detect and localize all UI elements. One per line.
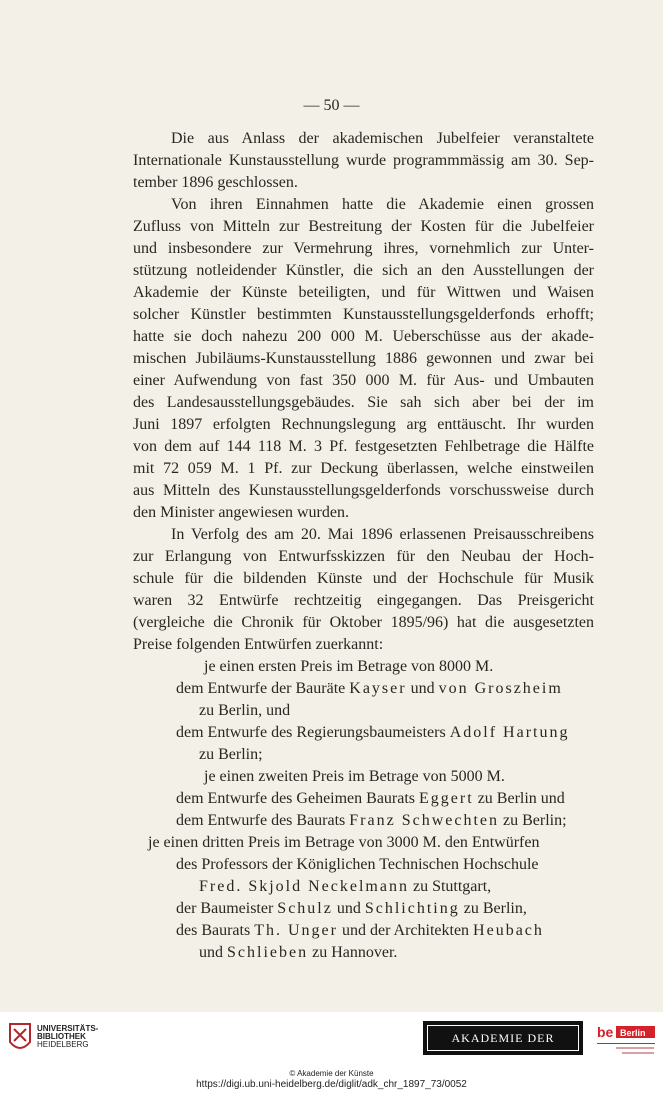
text-line: stützung notleidender Künstler, die sich an den Ausstellungen der — [133, 262, 594, 279]
academy-logo-label: AKADEMIE DER KÜNSTE — [427, 1025, 579, 1051]
text-line: Internationale Kunstausstellung wurde programmmässig am 30. Sep- — [133, 152, 594, 169]
viewer-footer — [0, 1012, 663, 1094]
text-line: von dem auf 144 118 M. 3 Pf. festgesetzten Fehlbetrage die Hälfte — [133, 438, 594, 455]
prize-heading-third: je einen dritten Preis im Betrage von 3000 M. den Entwürfen — [148, 834, 540, 851]
text-line: Akademie der Künste beteiligten, und für Wittwen und Waisen — [133, 284, 594, 301]
text-line: Preise folgenden Entwürfen zuerkannt: — [133, 636, 384, 653]
text-line: und insbesondere zur Vermehrung ihres, vornehmlich zur Unter- — [133, 240, 594, 257]
text-line: aus Mitteln des Kunstausstellungsgelderfonds vorschussweise durch — [133, 482, 594, 499]
entry-line: dem Entwurfe des Regierungsbaumeisters Adolf Hartung — [176, 724, 570, 741]
copyright-notice: © Akademie der Künste — [289, 1069, 374, 1078]
text-line: Juni 1897 erfolgten Rechnungslegung arg enttäuscht. Ihr wurden — [133, 416, 594, 433]
text-line: (vergleiche die Chronik für Oktober 1895/96) hat die ausgesetzten — [133, 614, 594, 631]
prize-heading-first: je einen ersten Preis im Betrage von 8000 M. — [204, 658, 494, 675]
entry-line: dem Entwurfe des Geheimen Baurats Eggert zu Berlin und — [176, 790, 565, 807]
text-line: Die aus Anlass der akademischen Jubelfeier veranstaltete — [171, 130, 594, 147]
text-line: einer Aufwendung von fast 350 000 M. für Aus- und Umbauten — [133, 372, 594, 389]
text-line: In Verfolg des am 20. Mai 1896 erlassenen Preisausschreibens — [171, 526, 594, 543]
svg-text:be: be — [597, 1024, 614, 1040]
text-line: waren 32 Entwürfe rechtzeitig eingegangen. Das Preisgericht — [133, 592, 594, 609]
entry-line: dem Entwurfe der Bauräte Kayser und von Groszheim — [176, 680, 563, 697]
university-library-label: UNIVERSITÄTS- BIBLIOTHEK HEIDELBERG — [37, 1024, 99, 1049]
source-url-link[interactable]: https://digi.ub.uni-heidelberg.de/diglit/adk_chr_1897_73/0052 — [196, 1079, 467, 1090]
entry-line: zu Berlin; — [199, 746, 263, 763]
text-line: den Minister angewiesen wurden. — [133, 504, 349, 521]
academy-logo — [423, 1021, 583, 1069]
entry-line: zu Berlin, und — [199, 702, 291, 719]
berlin-logo-icon — [596, 1022, 656, 1058]
entry-line: der Baumeister Schulz und Schlichting zu Berlin, — [176, 900, 527, 917]
text-line: des Landesausstellungsgebäudes. Sie sah sich aber bei der im — [133, 394, 594, 411]
text-line: hatte sie doch nahezu 200 000 M. Ueberschüsse aus der akade- — [133, 328, 594, 345]
entry-line: und Schlieben zu Hannover. — [199, 944, 398, 961]
entry-line: des Baurats Th. Unger und der Architekten Heubach — [176, 922, 544, 939]
text-line: solcher Künstler bestimmten Kunstausstellungsgelderfonds erhofft; — [133, 306, 594, 323]
text-line: zur Erlangung von Entwurfsskizzen für den Neubau der Hoch- — [133, 548, 594, 565]
entry-line: des Professors der Königlichen Technischen Hochschule — [176, 856, 539, 873]
text-line: mischen Jubiläums-Kunstausstellung 1886 gewonnen und zwar bei — [133, 350, 594, 367]
text-line: schule für die bildenden Künste und der Hochschule für Musik — [133, 570, 594, 587]
prize-heading-second: je einen zweiten Preis im Betrage von 5000 M. — [204, 768, 505, 785]
text-line: tember 1896 geschlossen. — [133, 174, 298, 191]
text-line: Von ihren Einnahmen hatte die Akademie einen grossen — [171, 196, 594, 213]
svg-text:Berlin: Berlin — [620, 1028, 646, 1038]
entry-line: dem Entwurfe des Baurats Franz Schwechten zu Berlin; — [176, 812, 567, 829]
entry-line: Fred. Skjold Neckelmann zu Stuttgart, — [199, 878, 492, 895]
university-library-logo-icon — [8, 1020, 32, 1056]
page-number: — 50 — — [303, 97, 360, 114]
text-line: Zufluss von Mitteln zur Bestreitung der Kosten für die Jubelfeier — [133, 218, 594, 235]
text-line: mit 72 059 M. 1 Pf. zur Deckung überlassen, welche einstweilen — [133, 460, 594, 477]
